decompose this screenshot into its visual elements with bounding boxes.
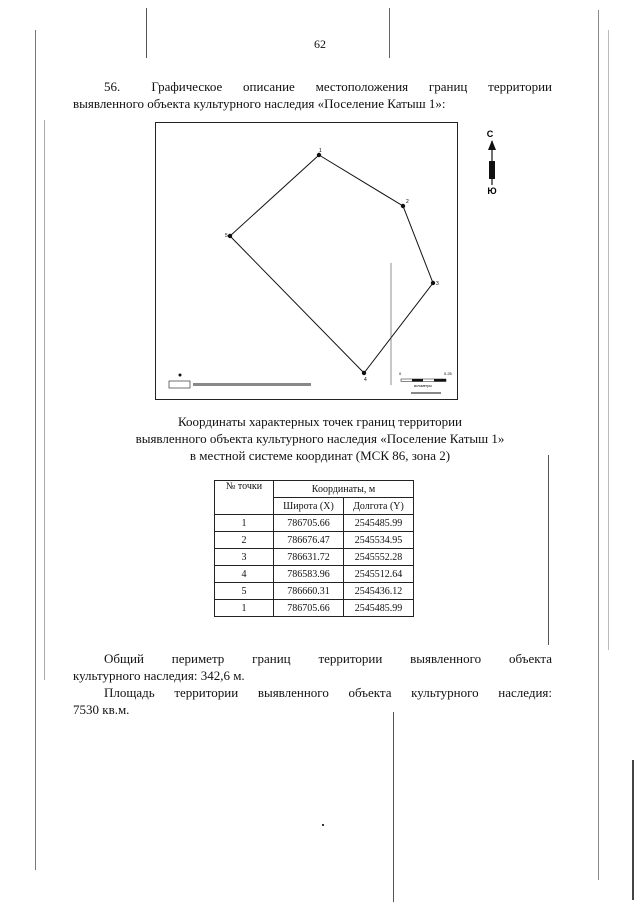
boundary-point-4-marker bbox=[362, 371, 366, 375]
legend-point-icon bbox=[179, 374, 182, 377]
cell-point: 5 bbox=[215, 583, 274, 600]
perimeter-line1: Общий периметр границ территории выявленного объекта bbox=[104, 651, 552, 666]
scan-line bbox=[598, 10, 599, 880]
scan-line bbox=[632, 760, 634, 900]
table-caption-line1: Координаты характерных точек границ территории bbox=[178, 414, 462, 429]
cell-point: 3 bbox=[215, 549, 274, 566]
cell-lat: 786705.66 bbox=[274, 600, 344, 617]
scan-line bbox=[44, 120, 45, 680]
cell-lat: 786583.96 bbox=[274, 566, 344, 583]
cell-lat: 786676.47 bbox=[274, 532, 344, 549]
cell-lon: 2545436.12 bbox=[343, 583, 413, 600]
cell-lon: 2545512.64 bbox=[343, 566, 413, 583]
page-number: 62 bbox=[314, 37, 326, 51]
col-header-point: № точки bbox=[215, 481, 274, 515]
cell-point: 1 bbox=[215, 600, 274, 617]
table-row bbox=[215, 583, 414, 600]
section-heading-line2: выявленного объекта культурного наследия «Поселение Катыш 1»: bbox=[73, 96, 446, 111]
boundary-point-3-label: 3 bbox=[436, 281, 439, 287]
cell-point: 1 bbox=[215, 515, 274, 532]
boundary-point-5-label: 5 bbox=[225, 233, 228, 239]
legend-text-unreadable bbox=[193, 383, 311, 386]
south-label: Ю bbox=[487, 186, 497, 196]
scan-line bbox=[393, 712, 394, 902]
cell-point: 4 bbox=[215, 566, 274, 583]
table-row bbox=[215, 515, 414, 532]
map-legend bbox=[169, 374, 311, 389]
cell-lon: 2545534.95 bbox=[343, 532, 413, 549]
table-caption-line2: выявленного объекта культурного наследия «Поселение Катыш 1» bbox=[135, 431, 505, 446]
scale-ratio-unreadable bbox=[411, 392, 441, 394]
col-header-lat: Широта (X) bbox=[274, 498, 344, 515]
cell-lat: 786705.66 bbox=[274, 515, 344, 532]
boundary-point-4-label: 4 bbox=[364, 377, 367, 383]
table-row bbox=[215, 566, 414, 583]
scan-line bbox=[608, 30, 609, 650]
boundary-point-5-marker bbox=[228, 234, 232, 238]
table-row bbox=[215, 532, 414, 549]
scale-start-label: 0 bbox=[399, 371, 402, 376]
col-header-coords: Координаты, м bbox=[274, 481, 414, 498]
area-line1: Площадь территории выявленного объекта культурного наследия: bbox=[104, 685, 552, 700]
scan-line bbox=[35, 30, 36, 870]
scale-bar bbox=[399, 371, 453, 394]
cell-lon: 2545485.99 bbox=[343, 600, 413, 617]
scan-line bbox=[548, 455, 549, 645]
section-heading-line1: 56. Графическое описание местоположения границ территории bbox=[104, 79, 552, 94]
boundary-point-2-label: 2 bbox=[406, 199, 409, 205]
boundary-point-3-marker bbox=[431, 281, 435, 285]
north-label: С bbox=[486, 129, 494, 139]
cell-lat: 786631.72 bbox=[274, 549, 344, 566]
coordinates-table bbox=[214, 480, 414, 617]
table-row bbox=[215, 600, 414, 617]
scale-unit-label: километры bbox=[414, 384, 432, 388]
cell-lat: 786660.31 bbox=[274, 583, 344, 600]
table-caption-line3: в местной системе координат (МСК 86, зона 2) bbox=[189, 448, 451, 463]
cell-lon: 2545552.28 bbox=[343, 549, 413, 566]
legend-boundary-swatch bbox=[169, 381, 190, 388]
scan-speck bbox=[322, 824, 324, 826]
north-arrow-icon bbox=[487, 129, 497, 196]
table-row bbox=[215, 549, 414, 566]
boundary-point-1-label: 1 bbox=[319, 148, 322, 154]
cell-lon: 2545485.99 bbox=[343, 515, 413, 532]
perimeter-line2: культурного наследия: 342,6 м. bbox=[73, 668, 245, 683]
col-header-lon: Долгота (Y) bbox=[343, 498, 413, 515]
boundary-map-svg bbox=[156, 123, 497, 401]
territory-boundary bbox=[230, 155, 433, 373]
area-line2: 7530 кв.м. bbox=[73, 702, 130, 717]
boundary-point-2-marker bbox=[401, 204, 405, 208]
boundary-map bbox=[155, 122, 497, 400]
cell-point: 2 bbox=[215, 532, 274, 549]
scale-end-label: 0.25 bbox=[444, 371, 452, 376]
